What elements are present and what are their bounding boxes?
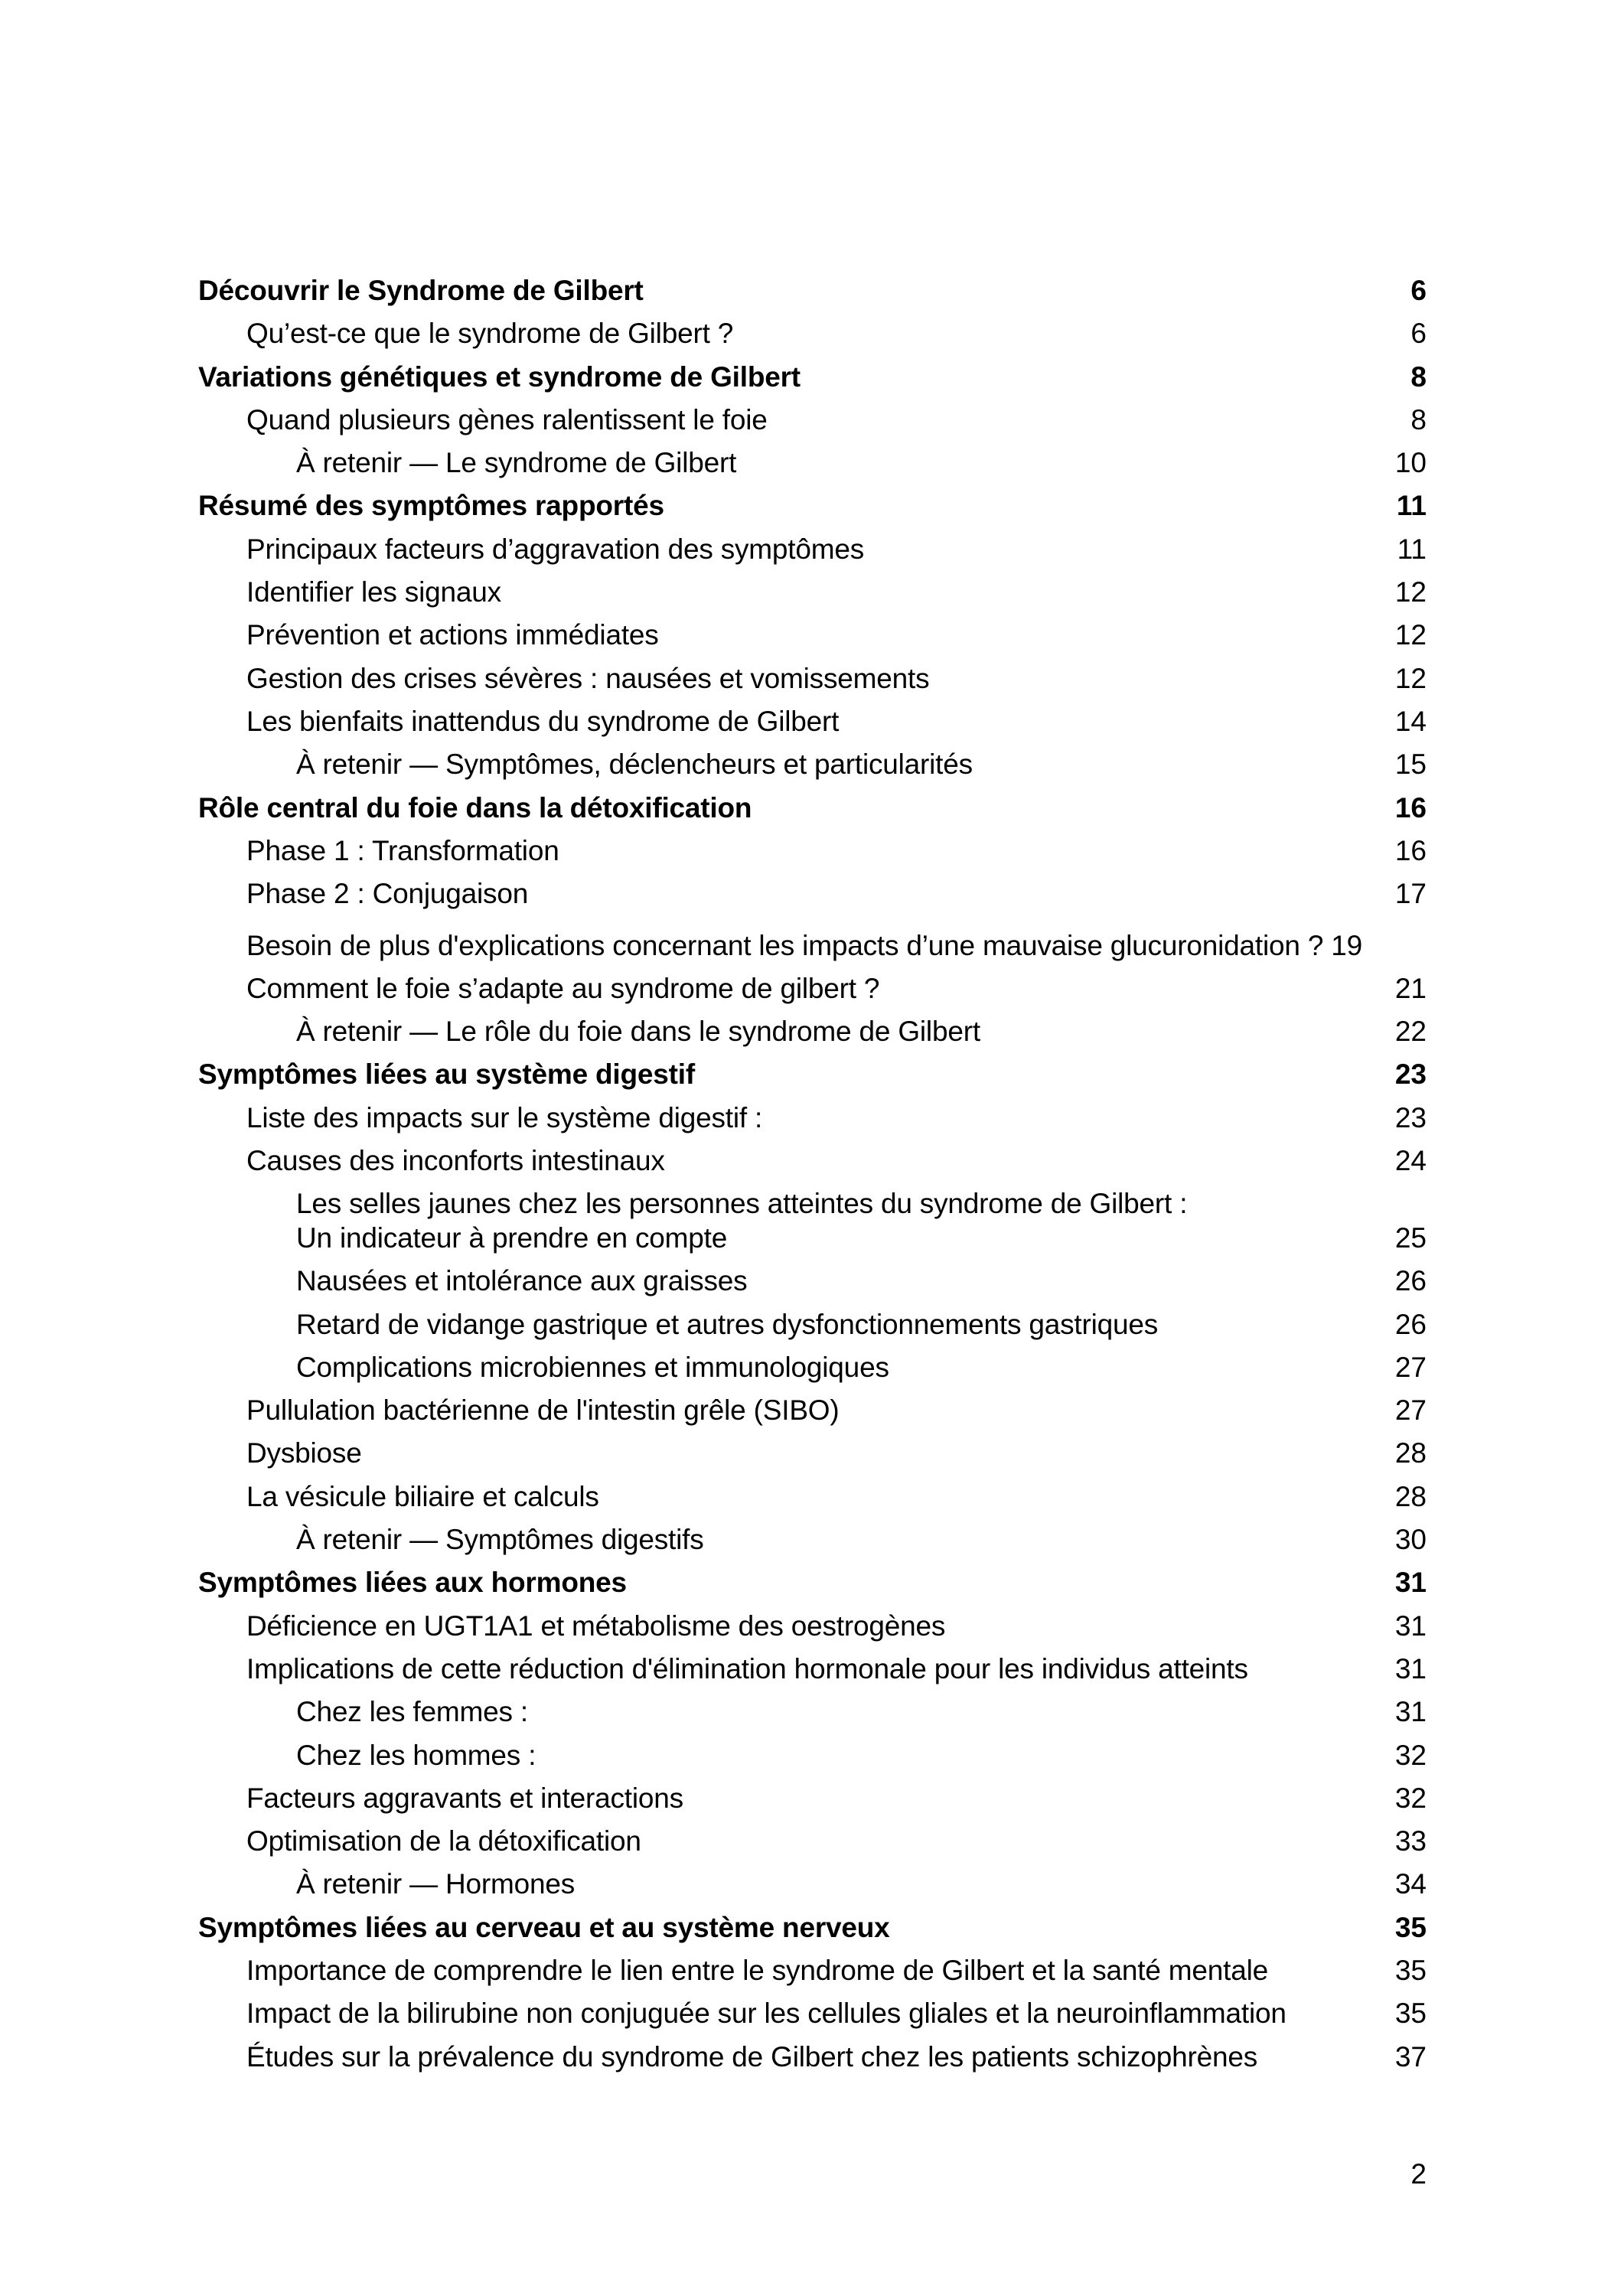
toc-entry-chapter[interactable] bbox=[198, 1053, 1427, 1096]
toc-entry-title: Les bienfaits inattendus du syndrome de Gilbert bbox=[246, 705, 840, 737]
toc-entry-section[interactable] bbox=[198, 830, 1427, 872]
toc-entry-section[interactable] bbox=[198, 1949, 1427, 1992]
toc-entry-chapter[interactable] bbox=[198, 1906, 1427, 1949]
toc-entry-page: 31 bbox=[1394, 1652, 1427, 1684]
toc-entry-title: Rôle central du foie dans la détoxification bbox=[198, 791, 752, 823]
toc-entry-page: 23 bbox=[1394, 1101, 1427, 1133]
toc-entry-section[interactable] bbox=[198, 528, 1427, 571]
toc-entry-section[interactable] bbox=[198, 1820, 1427, 1863]
toc-entry-title: Phase 1 : Transformation bbox=[246, 834, 559, 866]
toc-entry-title: Résumé des symptômes rapportés bbox=[198, 490, 664, 522]
toc-entry-title: Études sur la prévalence du syndrome de Gilbert chez les patients schizophrènes bbox=[246, 2040, 1258, 2073]
toc-entry-title: Déficience en UGT1A1 et métabolisme des oestrogènes bbox=[246, 1609, 946, 1642]
toc-entry-chapter[interactable] bbox=[198, 1561, 1427, 1604]
toc-entry-page: 31 bbox=[1394, 1567, 1427, 1599]
toc-entry-title: Causes des inconforts intestinaux bbox=[246, 1144, 665, 1176]
toc-entry-page: 30 bbox=[1394, 1524, 1427, 1556]
toc-entry-page: 24 bbox=[1394, 1144, 1427, 1176]
toc-entry-section[interactable] bbox=[198, 872, 1427, 915]
toc-entry-subsection[interactable] bbox=[198, 1182, 1427, 1260]
toc-entry-subsection[interactable] bbox=[198, 1346, 1427, 1389]
toc-entry-title: Besoin de plus d'explications concernant les impacts d’une mauvaise glucuronidation ? 19 bbox=[246, 929, 1363, 961]
toc-entry-title: Symptômes liées aux hormones bbox=[198, 1567, 627, 1599]
toc-entry-page: 12 bbox=[1394, 619, 1427, 651]
toc-entry-title: Liste des impacts sur le système digestif : bbox=[246, 1101, 763, 1133]
toc-entry-section[interactable] bbox=[198, 312, 1427, 355]
toc-entry-title: Symptômes liées au système digestif bbox=[198, 1058, 695, 1091]
toc-entry-page: 25 bbox=[1394, 1222, 1427, 1254]
toc-entry-page: 8 bbox=[1410, 360, 1427, 393]
toc-entry-title: Gestion des crises sévères : nausées et vomissements bbox=[246, 662, 930, 694]
toc-entry-subsection[interactable] bbox=[198, 1010, 1427, 1053]
toc-entry-subsection[interactable] bbox=[198, 442, 1427, 484]
toc-entry-title: Facteurs aggravants et interactions bbox=[246, 1782, 683, 1814]
toc-entry-title: Identifier les signaux bbox=[246, 576, 501, 608]
toc-entry-title: Impact de la bilirubine non conjuguée sur les cellules gliales et la neuroinflammation bbox=[246, 1998, 1286, 2030]
toc-entry-page: 34 bbox=[1394, 1868, 1427, 1900]
toc-entry-title: Symptômes liées au cerveau et au système nerveux bbox=[198, 1911, 890, 1943]
toc-entry-page: 16 bbox=[1394, 791, 1427, 823]
toc-entry-section[interactable] bbox=[198, 915, 1427, 967]
toc-entry-title: Pullulation bactérienne de l'intestin grêle (SIBO) bbox=[246, 1394, 840, 1427]
toc-entry-chapter[interactable] bbox=[198, 787, 1427, 830]
toc-entry-page: 26 bbox=[1394, 1265, 1427, 1297]
toc-entry-section[interactable] bbox=[198, 1432, 1427, 1475]
toc-entry-page: 6 bbox=[1410, 275, 1427, 306]
toc-entry-section[interactable] bbox=[198, 700, 1427, 743]
toc-entry-section[interactable] bbox=[198, 967, 1427, 1010]
toc-entry-page: 26 bbox=[1394, 1308, 1427, 1340]
toc-entry-title: Comment le foie s’adapte au syndrome de gilbert ? bbox=[246, 972, 880, 1004]
toc-entry-chapter[interactable] bbox=[198, 484, 1427, 527]
table-of-contents bbox=[198, 269, 1427, 2079]
toc-entry-title: Découvrir le Syndrome de Gilbert bbox=[198, 275, 644, 306]
toc-entry-page: 32 bbox=[1394, 1739, 1427, 1771]
toc-entry-subsection[interactable] bbox=[198, 1303, 1427, 1346]
toc-entry-title: À retenir — Le syndrome de Gilbert bbox=[296, 447, 737, 479]
toc-entry-title: Nausées et intolérance aux graisses bbox=[296, 1265, 748, 1297]
toc-entry-page: 8 bbox=[1410, 403, 1427, 435]
toc-entry-page: 12 bbox=[1394, 576, 1427, 608]
toc-entry-page: 11 bbox=[1397, 533, 1427, 565]
toc-entry-page: 15 bbox=[1394, 748, 1427, 781]
toc-entry-section[interactable] bbox=[198, 614, 1427, 657]
toc-entry-title: Prévention et actions immédiates bbox=[246, 619, 659, 651]
toc-entry-page: 37 bbox=[1394, 2040, 1427, 2073]
toc-entry-title: Implications de cette réduction d'élimination hormonale pour les individus atteints bbox=[246, 1652, 1248, 1684]
toc-entry-page: 11 bbox=[1396, 490, 1427, 522]
toc-entry-title: À retenir — Symptômes digestifs bbox=[296, 1524, 704, 1556]
toc-entry-section[interactable] bbox=[198, 1992, 1427, 2035]
toc-entry-section[interactable] bbox=[198, 1097, 1427, 1140]
toc-entry-title: La vésicule biliaire et calculs bbox=[246, 1480, 599, 1512]
toc-entry-title: À retenir — Symptômes, déclencheurs et particularités bbox=[296, 748, 973, 781]
toc-entry-subsection[interactable] bbox=[198, 1260, 1427, 1303]
toc-entry-title: Phase 2 : Conjugaison bbox=[246, 878, 529, 910]
toc-entry-title: Chez les femmes : bbox=[296, 1696, 528, 1728]
toc-entry-title: Complications microbiennes et immunologiques bbox=[296, 1351, 889, 1383]
toc-entry-page: 33 bbox=[1394, 1825, 1427, 1857]
toc-entry-page: 16 bbox=[1394, 834, 1427, 866]
toc-entry-page: 17 bbox=[1394, 878, 1427, 910]
toc-entry-subsection[interactable] bbox=[198, 743, 1427, 786]
toc-entry-section[interactable] bbox=[198, 399, 1427, 442]
toc-entry-section[interactable] bbox=[198, 1648, 1427, 1691]
toc-entry-section[interactable] bbox=[198, 1140, 1427, 1182]
toc-entry-page: 14 bbox=[1394, 705, 1427, 737]
toc-entry-title: Chez les hommes : bbox=[296, 1739, 536, 1771]
toc-entry-section[interactable] bbox=[198, 1777, 1427, 1820]
toc-entry-page: 22 bbox=[1394, 1016, 1427, 1048]
toc-entry-section[interactable] bbox=[198, 1476, 1427, 1518]
toc-entry-page: 35 bbox=[1394, 1998, 1427, 2030]
toc-entry-page: 6 bbox=[1410, 318, 1427, 350]
toc-entry-page: 12 bbox=[1394, 662, 1427, 694]
toc-entry-title: Principaux facteurs d’aggravation des symptômes bbox=[246, 533, 865, 565]
toc-entry-page: 35 bbox=[1394, 1911, 1427, 1943]
toc-entry-page: 35 bbox=[1394, 1954, 1427, 1986]
toc-entry-title: Optimisation de la détoxification bbox=[246, 1825, 641, 1857]
toc-entry-page: 23 bbox=[1394, 1058, 1427, 1091]
toc-entry-title: Importance de comprendre le lien entre le syndrome de Gilbert et la santé mentale bbox=[246, 1954, 1269, 1986]
toc-entry-title: Variations génétiques et syndrome de Gilbert bbox=[198, 360, 801, 393]
toc-entry-page: 28 bbox=[1394, 1480, 1427, 1512]
toc-entry-title: Dysbiose bbox=[246, 1437, 362, 1469]
toc-entry-page: 27 bbox=[1394, 1351, 1427, 1383]
toc-entry-title: Qu’est-ce que le syndrome de Gilbert ? bbox=[246, 318, 734, 350]
toc-entry-title: À retenir — Le rôle du foie dans le syndrome de Gilbert bbox=[296, 1016, 980, 1048]
page-number: 2 bbox=[1410, 2158, 1427, 2190]
toc-entry-title: Les selles jaunes chez les personnes atteintes du syndrome de Gilbert : Un indicateur à prendre en compte bbox=[296, 1188, 1188, 1254]
toc-entry-page: 32 bbox=[1394, 1782, 1427, 1814]
toc-entry-section[interactable] bbox=[198, 657, 1427, 700]
toc-entry-subsection[interactable] bbox=[198, 1691, 1427, 1733]
toc-entry-section[interactable] bbox=[198, 2036, 1427, 2079]
toc-entry-page: 31 bbox=[1394, 1696, 1427, 1728]
toc-entry-page: 21 bbox=[1394, 972, 1427, 1004]
toc-entry-subsection[interactable] bbox=[198, 1863, 1427, 1906]
toc-entry-chapter[interactable] bbox=[198, 356, 1427, 399]
toc-entry-chapter[interactable] bbox=[198, 269, 1427, 312]
toc-entry-section[interactable] bbox=[198, 1605, 1427, 1648]
toc-entry-page: 27 bbox=[1394, 1394, 1427, 1427]
toc-entry-title: À retenir — Hormones bbox=[296, 1868, 576, 1900]
toc-entry-section[interactable] bbox=[198, 1389, 1427, 1432]
toc-entry-page: 31 bbox=[1394, 1609, 1427, 1642]
toc-entry-page: 28 bbox=[1394, 1437, 1427, 1469]
toc-entry-title: Quand plusieurs gènes ralentissent le foie bbox=[246, 403, 768, 435]
toc-entry-title: Retard de vidange gastrique et autres dysfonctionnements gastriques bbox=[296, 1308, 1159, 1340]
toc-entry-subsection[interactable] bbox=[198, 1518, 1427, 1561]
toc-entry-subsection[interactable] bbox=[198, 1734, 1427, 1777]
toc-entry-page: 10 bbox=[1394, 447, 1427, 479]
toc-entry-section[interactable] bbox=[198, 571, 1427, 614]
